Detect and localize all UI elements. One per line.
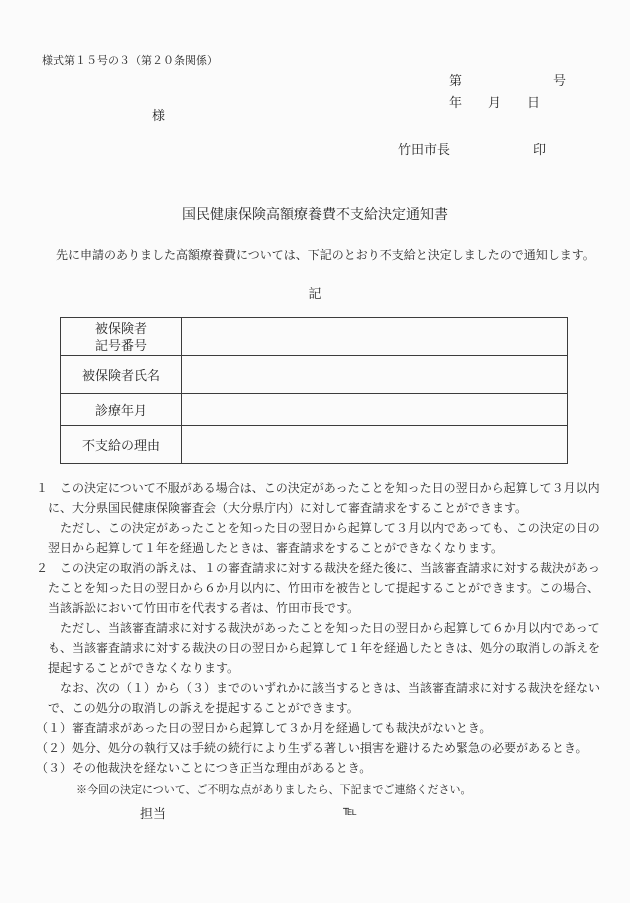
body-line: に、大分県国民健康保険審査会（大分県庁内）に対して審査請求をすることができます。 xyxy=(36,501,528,515)
body-line: なお、次の（１）から（３）までのいずれかに該当するときは、当該審査請求に対する裁決を経ない xyxy=(36,681,601,695)
row-label: 診療年月 xyxy=(61,394,182,426)
body-line: ただし、当該審査請求に対する裁決があったことを知った日の翌日から起算して６か月以内であって xyxy=(36,621,600,635)
row-label-line1: 被保険者 xyxy=(94,320,147,336)
issue-date-line: 年 月 日 xyxy=(449,95,541,110)
seal-mark: 印 xyxy=(533,142,547,157)
row-label: 被保険者氏名 xyxy=(61,356,182,394)
body-line: 提起することができなくなります。 xyxy=(36,661,240,675)
row-value xyxy=(182,426,568,464)
table-row-insured-name xyxy=(61,356,568,394)
body-line: たことを知った日の翌日から６か月以内に、竹田市を被告として提起することができます。この場合、 xyxy=(36,581,600,595)
form-number: 様式第１５号の３（第２０条関係） xyxy=(42,55,218,67)
row-label xyxy=(61,318,182,356)
appeal-instructions xyxy=(36,478,600,778)
body-line: 翌日から起算して１年を経過したときは、審査請求をすることができなくなります。 xyxy=(36,541,504,555)
row-label-line2: 記号番号 xyxy=(94,337,147,353)
row-value xyxy=(182,356,568,394)
body-line: １ この決定について不服がある場合は、この決定があったことを知った日の翌日から起算して３月以内 xyxy=(36,481,600,495)
ki-heading: 記 xyxy=(308,286,322,301)
intro-text: 先に申請のありました高額療養費については、下記のとおり不支給と決定しましたので通知します。 xyxy=(44,248,595,262)
recipient-honorific: 様 xyxy=(152,108,166,123)
contact-label: 担当 xyxy=(140,806,167,821)
document-number-line: 第 号 xyxy=(449,73,567,88)
row-value xyxy=(182,318,568,356)
body-line: （１）審査請求があった日の翌日から起算して３か月を経過しても裁決がないとき。 xyxy=(36,721,492,735)
row-value xyxy=(182,394,568,426)
body-line: ただし、この決定があったことを知った日の翌日から起算して３月以内であっても、この決定の日の xyxy=(36,521,600,535)
contact-note: ※今回の決定について、ご不明な点がありましたら、下記までご連絡ください。 xyxy=(76,784,472,796)
body-line: も、当該審査請求に対する裁決の日の翌日から起算して１年を経過したときは、処分の取消しの訴えを xyxy=(36,641,601,655)
row-label: 不支給の理由 xyxy=(61,426,182,464)
body-line: で、この処分の取消しの訴えを提起することができます。 xyxy=(36,701,359,715)
body-line: ２ この決定の取消の訴えは、１の審査請求に対する裁決を経た後に、当該審査請求に対する裁決があっ xyxy=(36,561,600,575)
tel-label: ℡ xyxy=(343,803,357,818)
table-row-insured-symbol-number xyxy=(61,318,568,356)
info-table xyxy=(60,317,568,464)
sender-name: 竹田市長 xyxy=(398,142,451,157)
table-row-treatment-month xyxy=(61,394,568,426)
table-row-nonpayment-reason xyxy=(61,426,568,464)
body-line: （３）その他裁決を経ないことにつき正当な理由があるとき。 xyxy=(36,761,372,775)
body-line: 当該訴訟において竹田市を代表する者は、竹田市長です。 xyxy=(36,601,360,615)
page-title: 国民健康保険高額療養費不支給決定通知書 xyxy=(182,208,448,223)
body-line: （２）処分、処分の執行又は手続の続行により生ずる著しい損害を避けるため緊急の必要があるとき。 xyxy=(36,741,588,755)
